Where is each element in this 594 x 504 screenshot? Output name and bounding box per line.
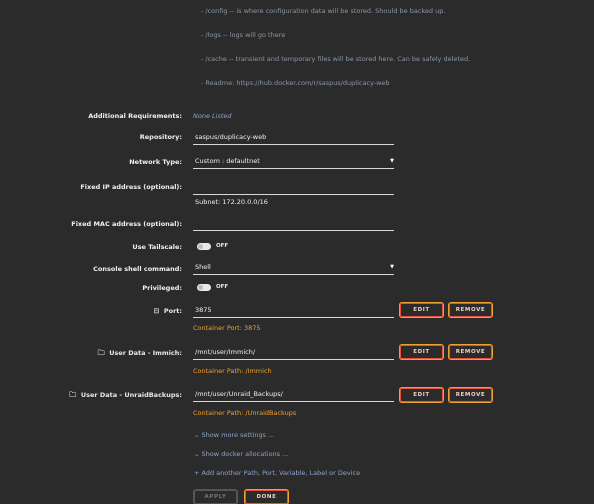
fixed-ip-label: Fixed IP address (optional): — [80, 183, 182, 191]
add-another-link[interactable]: + Add another Path, Port, Variable, Label or Device — [194, 469, 361, 477]
privileged-state: OFF — [216, 284, 229, 290]
apply-button[interactable]: APPLY — [194, 490, 237, 504]
tailscale-state: OFF — [216, 243, 229, 249]
port-detail: Container Port: 3875 — [193, 324, 261, 332]
description-cache: - /cache -- transient and temporary files will be stored here. Can be safely deleted. — [201, 55, 471, 63]
subnet-text: Subnet: 172.20.0.0/16 — [195, 198, 268, 206]
privileged-toggle[interactable] — [197, 284, 211, 291]
fixed-ip-input[interactable] — [193, 182, 394, 195]
immich-remove-button[interactable]: REMOVE — [449, 345, 492, 359]
additional-requirements-label: Additional Requirements: — [88, 112, 182, 120]
repository-input[interactable]: saspus/duplicacy-web — [193, 132, 394, 145]
privileged-label: Privileged: — [142, 284, 182, 292]
backups-remove-button[interactable]: REMOVE — [449, 388, 492, 402]
console-label: Console shell command: — [93, 265, 182, 273]
immich-label: User Data - Immich: — [109, 349, 182, 357]
immich-input[interactable]: /mnt/user/Immich/ — [193, 347, 394, 360]
show-more-link[interactable]: ⌄ Show more settings ... — [194, 431, 275, 439]
description-logs: - /logs -- logs will go there — [201, 31, 286, 39]
tailscale-toggle[interactable] — [197, 243, 211, 250]
fixed-mac-label: Fixed MAC address (optional): — [71, 220, 182, 228]
description-config: - /config -- is where configuration data will be stored. Should be backed up. — [201, 7, 446, 15]
backups-label-row — [69, 391, 182, 402]
backups-label: User Data - UnraidBackups: — [80, 391, 182, 399]
additional-requirements-value: None Listed — [193, 112, 232, 120]
network-type-label: Network Type: — [129, 158, 182, 166]
immich-edit-button[interactable]: EDIT — [400, 345, 443, 359]
backups-edit-button[interactable]: EDIT — [400, 388, 443, 402]
chevron-down-icon: ⌄ — [194, 431, 200, 439]
backups-detail: Container Path: /UnraidBackups — [193, 409, 297, 417]
port-edit-button[interactable]: EDIT — [400, 303, 443, 317]
folder-icon: 🗀 — [97, 349, 105, 357]
immich-detail: Container Path: /Immich — [193, 367, 272, 375]
repository-label: Repository: — [139, 133, 182, 141]
immich-label-row — [98, 349, 182, 360]
done-button[interactable]: DONE — [245, 490, 288, 504]
port-label-row — [153, 307, 182, 315]
folder-icon: 🗀 — [69, 391, 77, 399]
show-allocations-link[interactable]: ⌄ Show docker allocations ... — [194, 450, 289, 458]
console-select[interactable]: Shell ▼ — [193, 262, 394, 275]
backups-input[interactable]: /mnt/user/Unraid_Backups/ — [193, 389, 394, 402]
chevron-down-icon: ⌄ — [194, 450, 200, 458]
description-readme: - Readme: https://hub.docker.com/r/saspus/duplicacy-web — [201, 79, 390, 87]
chevron-down-icon: ▼ — [390, 158, 394, 164]
port-input[interactable]: 3875 — [193, 305, 394, 318]
plus-icon: + — [194, 469, 200, 477]
tailscale-label: Use Tailscale: — [132, 243, 182, 251]
network-type-select[interactable]: Custom : defaultnet ▼ — [193, 156, 394, 169]
minus-square-icon[interactable]: ⊟ — [153, 307, 160, 315]
fixed-mac-input[interactable] — [193, 218, 394, 231]
chevron-down-icon: ▼ — [390, 264, 394, 270]
port-label: Port: — [163, 307, 182, 315]
port-remove-button[interactable]: REMOVE — [449, 303, 492, 317]
